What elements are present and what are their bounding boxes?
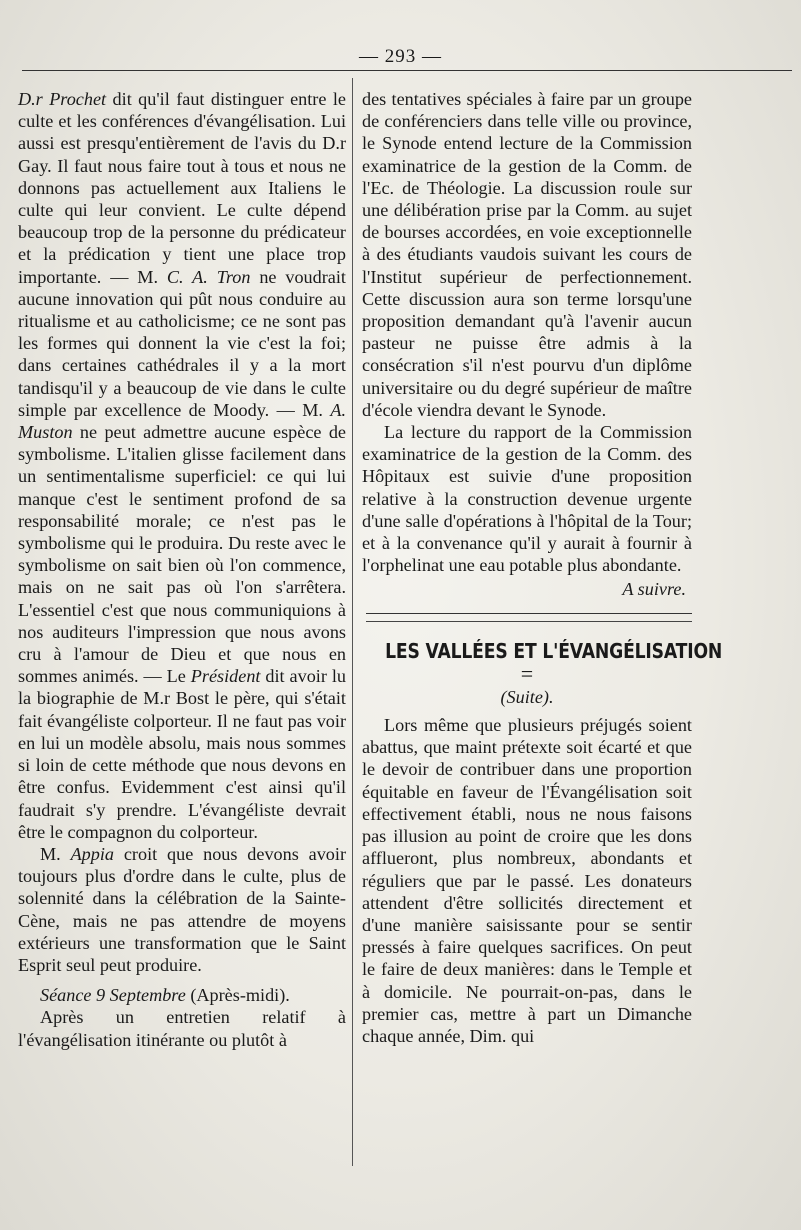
suite-label: (Suite).: [500, 686, 554, 707]
section-mark: =: [520, 660, 534, 686]
synod-debate-paragraph: [18, 88, 346, 843]
session-heading: [18, 984, 346, 1006]
page-number: — 293 —: [359, 46, 442, 67]
right-column: [362, 88, 723, 1047]
hospitals-paragraph: La lecture du rapport de la Commission examinatrice de la gestion de la Comm. des Hôpitaux est suivie d'une proposition relative à la construction devenue urgente d'une salle d'opérations à l'hôpital de la Tour; et à la convenance qu'il y aurait à fournir à l'orphelinat une eau potable plus abondante.: [362, 422, 692, 576]
text-run: dit avoir lu la biographie de M.r Bost le père, qui s'était fait évangéliste colporteur. Il ne faut pas voir en lui un modèle absolu, mais nous sommes si loin de cette méthode que nous devons en être confus. Evidemment c'est ainsi qu'il faudrait s'y prendre. L'évangéliste devrait être le compagnon du colporteur.: [18, 666, 346, 842]
appia-paragraph: [18, 843, 346, 976]
text-run: M.: [40, 843, 71, 864]
speaker-name: C. A. Tron: [166, 266, 251, 287]
left-column: [18, 88, 346, 1051]
speaker-name: Appia: [70, 843, 115, 864]
text-run: ne voudrait aucune innovation qui pût nous conduire au ritualisme et au catholicisme; ce ne sont pas les formes qui donnent la vie c'est la foi; dans certaines cathédrales il y a la mort tandisqu'il y a beaucoup de vie dans le culte simple par excellence de Moody. — M.: [18, 266, 346, 420]
header-rule: [22, 70, 792, 71]
text-run: croit que nous devons avoir toujours plus d'ordre dans le culte, plus de solennité dans la célébration de la Sainte-Cène, mais ne pas attendre de moyens extérieurs une transformation que le Saint Esprit seul peut produire.: [18, 843, 347, 975]
afternoon-paragraph: Après un entretien relatif à l'évangélisation itinérante ou plutôt à: [18, 1007, 346, 1050]
speaker-name: D.r Prochet: [18, 89, 107, 109]
speaker-name: A. Muston: [18, 399, 346, 443]
session-date: Séance 9 Septembre: [40, 985, 186, 1006]
speaker-name: Président: [190, 666, 261, 687]
evangelisation-paragraph: Lors même que plusieurs préjugés soient abattus, que maint prétexte soit écarté et que le devoir de contribuer dans une proportion équitable en faveur de l'Évangélisation soit effectivement établi, nous ne nous faisons pas illusion au point de croire que les dons afflueront, plus nombreux, abondants et réguliers que par le passé. Les donateurs attendent d'être sollicités directement et d'une manière saisissante pour se sentir pressés à faire quelques sacrifices. On peut le faire de deux manières: dans le Temple et à domicile. Ne pourrait-on-pas, dans le premier cas, mettre à part un Dimanche chaque année, Dim. qui: [362, 715, 692, 1046]
a-suivre-note: A suivre.: [622, 579, 686, 600]
commission-paragraph: des tentatives spéciales à faire par un groupe de conférenciers dans telle ville ou province, le Synode entend lecture de la Commission examinatrice de la gestion de la Comm. de l'Ec. de Théologie. La discussion roule sur une délibération prise par la Comm. au sujet de bourses accordées, en voie exceptionnelle à des étudiants vaudois suivant les cours de l'Institut supérieur de perfectionnement. Cette discussion aura son terme lorsqu'une proposition demandant qu'à l'avenir aucun pasteur ne puisse être admis à la consécration s'il n'est pourvu d'un diplôme universitaire ou du degré supérieur de maître d'école viendra devant le Synode.: [362, 89, 692, 420]
section-double-rule: [366, 613, 692, 622]
text-run: dit qu'il faut distinguer entre le culte et les conférences d'évangélisation. Lui aussi est presqu'entièrement de l'avis du D.r Gay. Il faut nous faire tout à tous et nous ne donnons pas actuellement aux Italiens le culte qui leur convient. Le culte dépend beaucoup trop de la personne du prédicateur et la prédication y tient une place trop importante. — M.: [18, 89, 346, 287]
session-time: (Après-midi).: [185, 985, 290, 1006]
section-title: LES VALLÉES ET L'ÉVANGÉLISATION: [385, 638, 723, 663]
column-divider: [352, 78, 353, 1166]
text-run: ne peut admettre aucune espèce de symbolisme. L'italien glisse facilement dans un sentimentalisme superficiel: ce qui lui manque c'est le sentiment profond de sa responsabilité morale; ce n'est pas le symbolisme qui le produira. Du reste avec le symbolisme on sait bien où l'on commence, mais on ne sait pas où l'on s'arrêtera. L'essentiel c'est que nous communiquions à nos auditeurs l'impression que nous avons cru à l'amour de Dieu et que nous en sommes animés. — Le: [18, 422, 346, 687]
